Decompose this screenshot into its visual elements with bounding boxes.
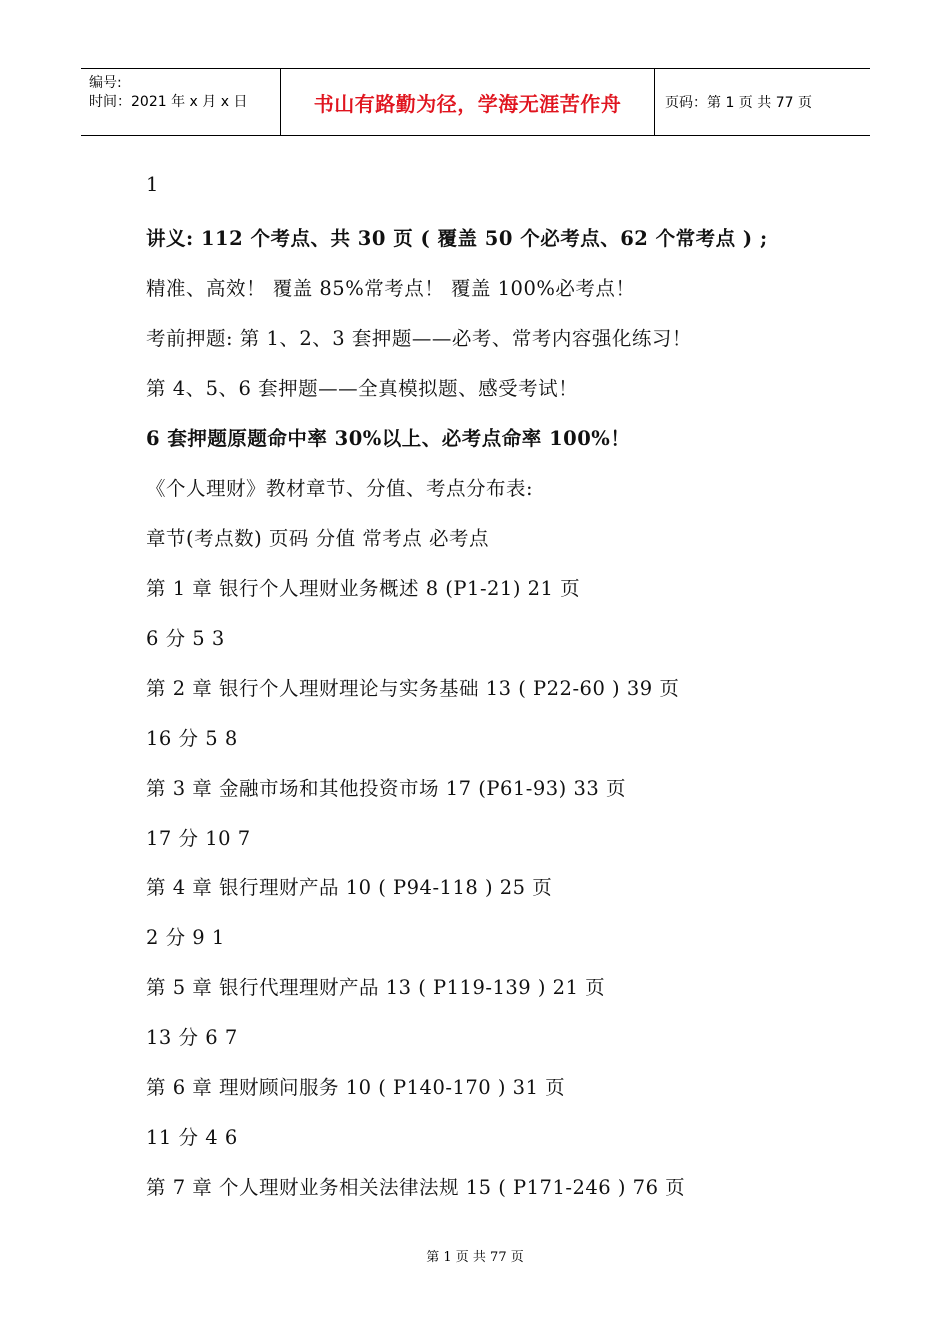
text-line: 第 5 章 银行代理理财产品 13 ( P119-139 ) 21 页 bbox=[146, 976, 606, 999]
text-line: 13 分 6 7 bbox=[146, 1026, 238, 1049]
number-label: 编号: bbox=[89, 75, 122, 91]
text-line: 第 4、5、6 套押题——全真模拟题、感受考试！ bbox=[146, 377, 579, 400]
text-line: 第 1 章 银行个人理财业务概述 8 (P1-21) 21 页 bbox=[146, 577, 581, 600]
text-line: 16 分 5 8 bbox=[146, 727, 238, 750]
text-line: 章节(考点数) 页码 分值 常考点 必考点 bbox=[146, 527, 490, 550]
text-line: 6 套押题原题命中率 30%以上、必考点命率 100%！ bbox=[146, 427, 631, 450]
text-line: 第 2 章 银行个人理财理论与实务基础 13 ( P22-60 ) 39 页 bbox=[146, 677, 680, 700]
text-line: 考前押题: 第 1、2、3 套押题——必考、常考内容强化练习！ bbox=[146, 327, 692, 350]
text-line: 6 分 5 3 bbox=[146, 627, 225, 650]
text-line: 2 分 9 1 bbox=[146, 926, 225, 949]
time-label: 时间：2021 年 x 月 x 日 bbox=[89, 94, 248, 110]
text-line: 1 bbox=[146, 173, 159, 196]
document-header bbox=[81, 68, 870, 136]
text-line: 第 4 章 银行理财产品 10 ( P94-118 ) 25 页 bbox=[146, 876, 553, 899]
text-line: 第 7 章 个人理财业务相关法律法规 15 ( P171-246 ) 76 页 bbox=[146, 1176, 686, 1199]
text-line: 第 3 章 金融市场和其他投资市场 17 (P61-93) 33 页 bbox=[146, 777, 626, 800]
text-line: 第 6 章 理财顾问服务 10 ( P140-170 ) 31 页 bbox=[146, 1076, 566, 1099]
text-line: 讲义: 112 个考点、共 30 页 ( 覆盖 50 个必考点、62 个常考点 ) ; bbox=[146, 227, 768, 250]
page-footer: 第 1 页 共 77 页 bbox=[426, 1250, 524, 1265]
header-motto-cell bbox=[281, 69, 655, 135]
text-line: 精准、高效！ 覆盖 85%常考点！ 覆盖 100%必考点！ bbox=[146, 277, 636, 300]
motto-text: 书山有路勤为径，学海无涯苦作舟 bbox=[313, 91, 622, 116]
header-meta-cell bbox=[81, 69, 281, 135]
text-line: 《个人理财》教材章节、分值、考点分布表: bbox=[146, 477, 534, 500]
text-line: 11 分 4 6 bbox=[146, 1126, 238, 1149]
text-line: 17 分 10 7 bbox=[146, 827, 251, 850]
page-code: 页码：第 1 页 共 77 页 bbox=[665, 95, 812, 111]
